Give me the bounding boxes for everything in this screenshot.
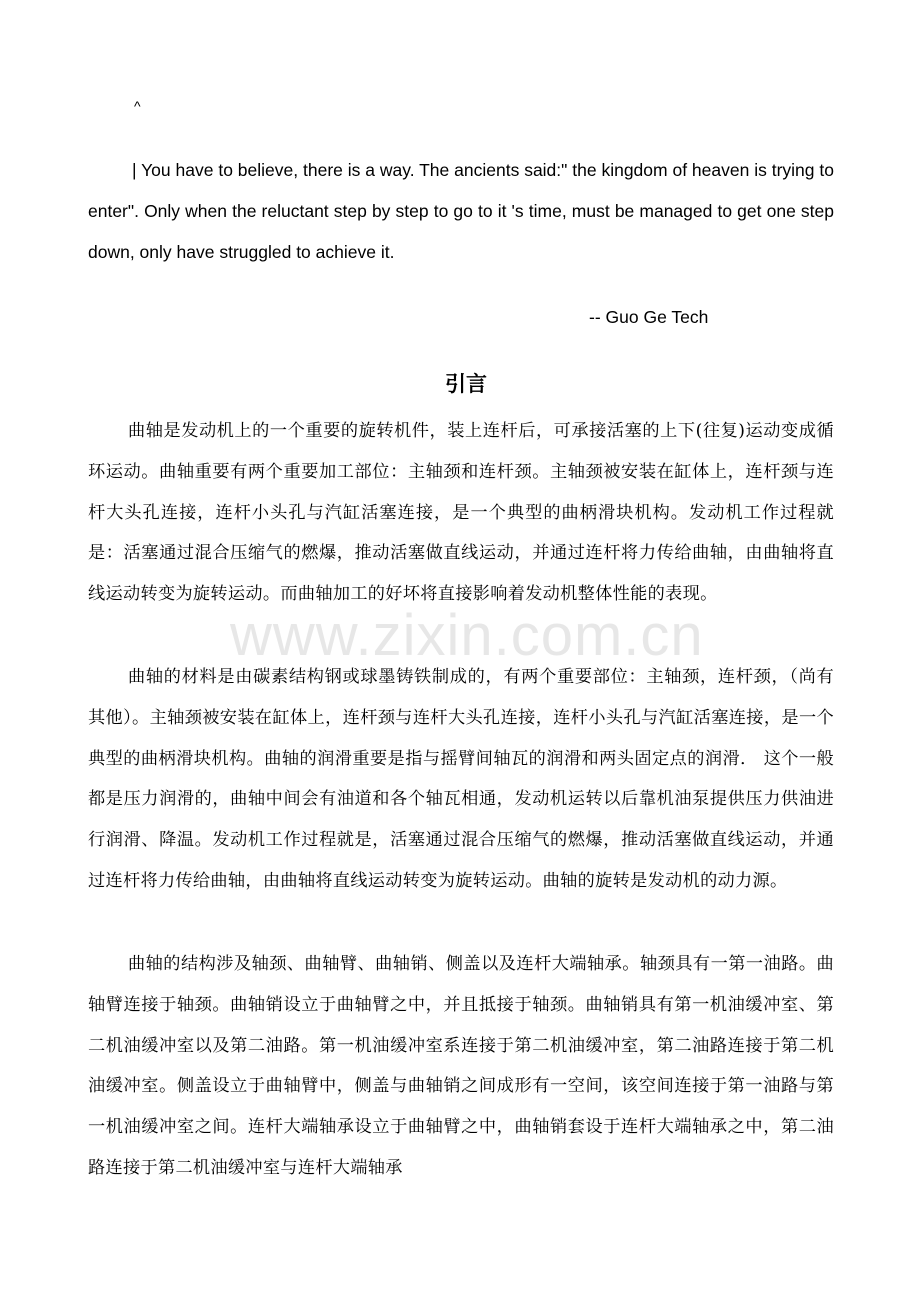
watermark: www.zixin.com.cn [230,603,704,668]
section-heading: 引言 [445,372,487,396]
paragraph-3: 曲轴的结构涉及轴颈、曲轴臂、曲轴销、侧盖以及连杆大端轴承。轴颈具有一第一油路。曲轴臂连接于轴颈。曲轴销设立于曲轴臂之中，并且抵接于轴颈。曲轴销具有第一机油缓冲室、第二机油缓冲室以及第二油路。第一机油缓冲室系连接于第二机油缓冲室，第二油路连接于第二机油缓冲室。侧盖设立于曲轴臂中，侧盖与曲轴销之间成形有一空间，该空间连接于第一油路与第一机油缓冲室之间。连杆大端轴承设立于曲轴臂之中，曲轴销套设于连杆大端轴承之中，第二油路连接于第二机油缓冲室与连杆大端轴承 [88,954,834,1178]
epigraph-signature: -- Guo Ge Tech [589,307,709,327]
paragraph-2: 曲轴的材料是由碳素结构钢或球墨铸铁制成的，有两个重要部位：主轴颈，连杆颈，（尚有其他）。主轴颈被安装在缸体上，连杆颈与连杆大头孔连接，连杆小头孔与汽缸活塞连接，是一个典型的曲柄滑块机构。曲轴的润滑重要是指与摇臂间轴瓦的润滑和两头固定点的润滑． 这个一般都是压力润滑的，曲轴中间会有油道和各个轴瓦相通，发动机运转以后靠机油泵提供压力供油进行润滑、降温。发动机工作过程就是，活塞通过混合压缩气的燃爆，推动活塞做直线运动，并通过连杆将力传给曲轴，由曲轴将直线运动转变为旋转运动。曲轴的旋转是发动机的动力源。 [88,667,834,891]
paragraph-1: 曲轴是发动机上的一个重要的旋转机件，装上连杆后，可承接活塞的上下(往复)运动变成循环运动。曲轴重要有两个重要加工部位：主轴颈和连杆颈。主轴颈被安装在缸体上，连杆颈与连杆大头孔连接，连杆小头孔与汽缸活塞连接，是一个典型的曲柄滑块机构。发动机工作过程就是：活塞通过混合压缩气的燃爆，推动活塞做直线运动，并通过连杆将力传给曲轴，由曲轴将直线运动转变为旋转运动。而曲轴加工的好坏将直接影响着发动机整体性能的表现。 [88,421,834,605]
epigraph-quote: | You have to believe, there is a way. The ancients said:" the kingdom of heaven is trying to enter". Only when the reluctant step by step to go to it 's time, must be managed to get one step down, only have struggled to achieve it. [88,160,834,262]
caret-mark: ^ [134,98,141,114]
